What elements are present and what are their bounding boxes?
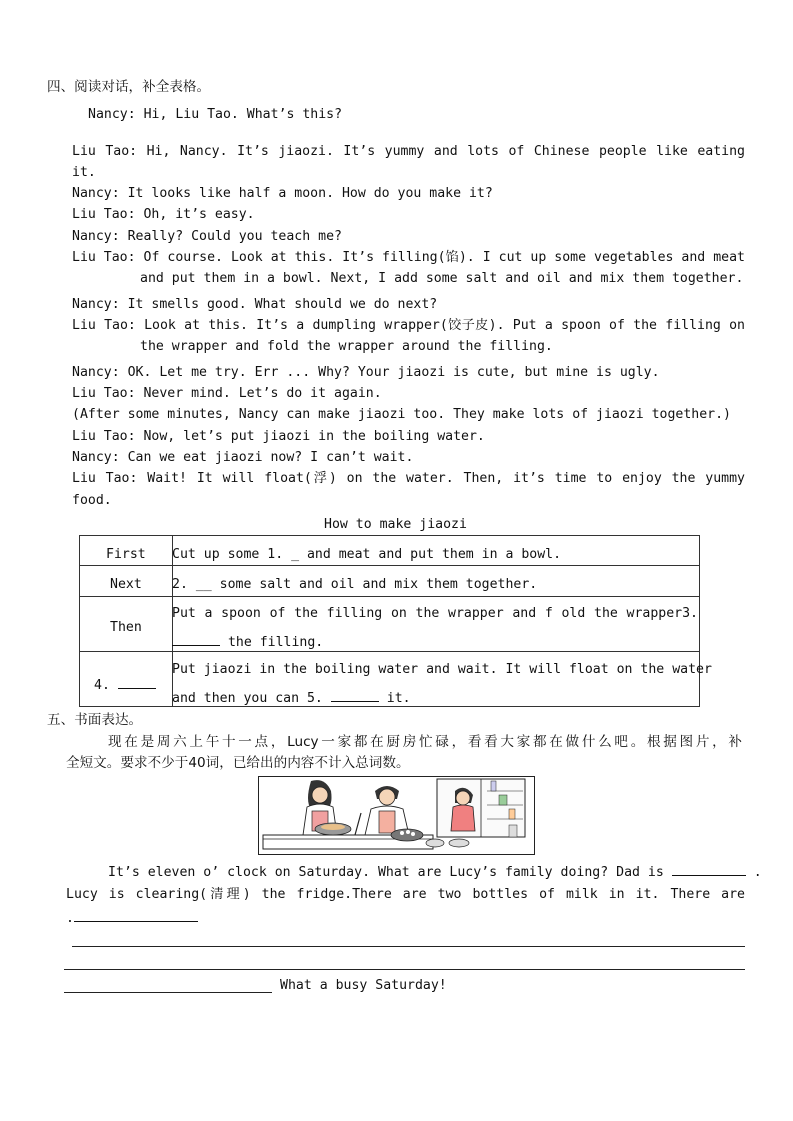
dialogue-line: food. xyxy=(72,493,112,508)
answer-blank[interactable] xyxy=(172,633,220,646)
steps-table xyxy=(79,535,712,707)
answer-blank[interactable] xyxy=(672,863,746,876)
dialogue-line: (After some minutes, Nancy can make jiaozi too. They make lots of jiaozi together.) xyxy=(72,407,731,422)
table-cell: Put a spoon of the filling on the wrapper and f old the wrapper3. xyxy=(172,606,698,621)
answer-blank[interactable] xyxy=(118,676,156,689)
passage-text: It’s eleven o’ clock on Saturday. What are Lucy’s family doing? Dad is xyxy=(108,865,664,880)
table-divider xyxy=(80,596,699,597)
dialogue-line: Liu Tao: Hi, Nancy. It’s jiaozi. It’s yummy and lots of Chinese people like eating xyxy=(72,144,745,159)
dialogue-line: Liu Tao: Now, let’s put jiaozi in the boiling water. xyxy=(72,429,485,444)
kitchen-illustration xyxy=(258,776,535,855)
passage-line-2: Lucy is clearing(清理) the fridge.There are two bottles of milk in it. There are xyxy=(66,887,745,902)
table-step-label: Next xyxy=(110,577,142,592)
table-cell: 2. __ some salt and oil and mix them together. xyxy=(172,577,538,592)
family-cooking-picture xyxy=(259,777,533,853)
dialogue-line: Liu Tao: Of course. Look at this. It’s filling(馅). I cut up some vegetables and meat xyxy=(72,250,745,265)
writing-line[interactable] xyxy=(64,992,272,993)
answer-blank[interactable] xyxy=(331,689,379,702)
writing-line[interactable] xyxy=(72,946,745,947)
table-cell xyxy=(172,689,411,708)
dialogue-line: Nancy: Really? Could you teach me? xyxy=(72,229,342,244)
dialogue-line: Nancy: Hi, Liu Tao. What’s this? xyxy=(88,107,343,122)
table-title: How to make jiaozi xyxy=(324,517,467,532)
table-cell-text: the filling. xyxy=(227,635,324,650)
table-cell-text: it. xyxy=(386,691,411,706)
passage-line-3 xyxy=(66,909,198,928)
dialogue-line: it. xyxy=(72,165,96,180)
dialogue-line: Nancy: Can we eat jiaozi now? I can’t wait. xyxy=(72,450,414,465)
passage-text: . xyxy=(66,911,74,926)
table-step-label: First xyxy=(106,547,146,562)
dialogue-line: and put them in a bowl. Next, I add some salt and oil and mix them together. xyxy=(140,271,744,286)
dialogue-line: Nancy: It looks like half a moon. How do you make it? xyxy=(72,186,493,201)
section-4-heading: 四、阅读对话，补全表格。 xyxy=(47,79,211,95)
dialogue-line: Liu Tao: Look at this. It’s a dumpling wrapper(饺子皮). Put a spoon of the filling on xyxy=(72,318,745,333)
instruction-line: 现在是周六上午十一点，Lucy一家都在厨房忙碌，看看大家都在做什么吧。根据图片，补 xyxy=(108,734,742,750)
answer-blank[interactable] xyxy=(74,909,198,922)
table-cell: Put jiaozi in the boiling water and wait. It will float on the water xyxy=(172,662,712,677)
passage-line-1 xyxy=(108,863,762,882)
closing-sentence: What a busy Saturday! xyxy=(280,978,447,993)
dialogue-line: Nancy: OK. Let me try. Err ... Why? Your jiaozi is cute, but mine is ugly. xyxy=(72,365,660,380)
instruction-line: 全短文。要求不少于40词，已给出的内容不计入总词数。 xyxy=(66,755,410,771)
table-divider xyxy=(80,565,699,566)
table-step-number: 4. xyxy=(94,678,110,693)
passage-text: . xyxy=(753,865,762,880)
dialogue-line: Liu Tao: Oh, it’s easy. xyxy=(72,207,255,222)
table-cell: Cut up some 1. _ and meat and put them in a bowl. xyxy=(172,547,562,562)
table-step-label: Then xyxy=(110,620,142,635)
table-cell-text: and then you can 5. xyxy=(172,691,323,706)
dialogue-line: Liu Tao: Wait! It will float(浮) on the water. Then, it’s time to enjoy the yummy xyxy=(72,471,745,486)
dialogue-line: Nancy: It smells good. What should we do next? xyxy=(72,297,438,312)
section-5-heading: 五、书面表达。 xyxy=(47,712,143,728)
writing-line[interactable] xyxy=(64,969,745,970)
dialogue-line: the wrapper and fold the wrapper around the filling. xyxy=(140,339,553,354)
table-cell xyxy=(172,633,323,652)
table-step-label xyxy=(94,676,156,695)
dialogue-line: Liu Tao: Never mind. Let’s do it again. xyxy=(72,386,382,401)
